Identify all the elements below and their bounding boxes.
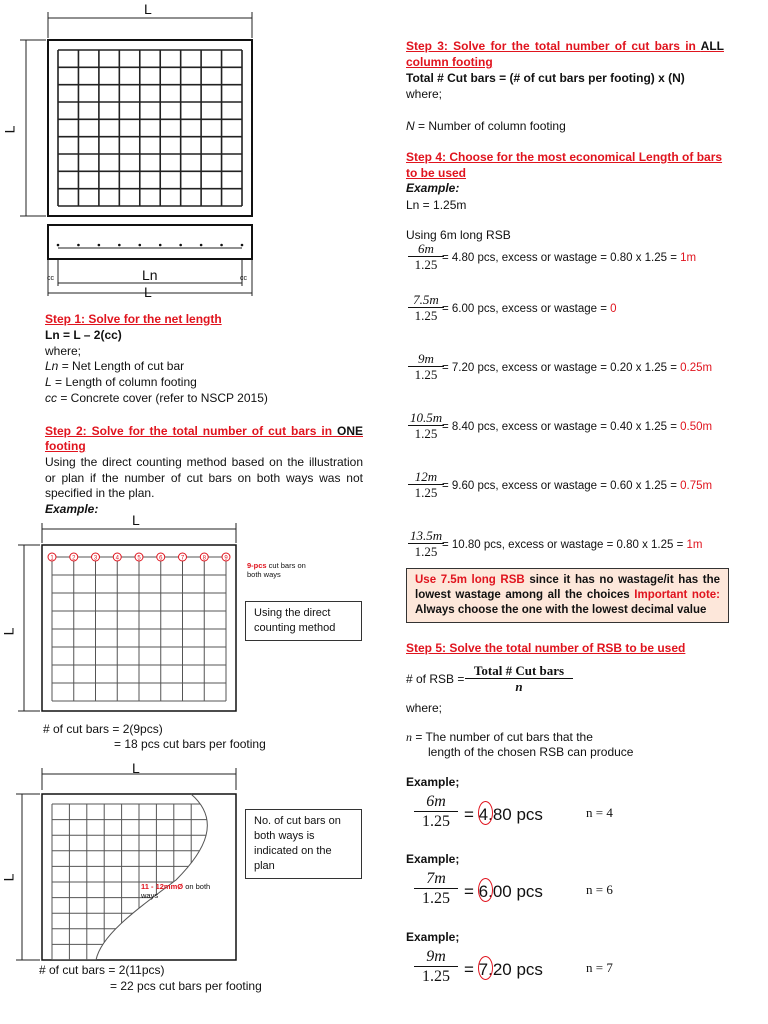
- rsb-wastage-result: [442, 302, 617, 316]
- fraction-denominator: 1.25: [422, 890, 450, 907]
- rsb-length-fraction: [408, 292, 444, 323]
- fraction-numerator: 7.5m: [413, 292, 439, 307]
- wastage-value: 0: [610, 303, 617, 315]
- fraction-numerator: 9m: [418, 351, 434, 366]
- step5-formula-den: n: [515, 679, 523, 694]
- wastage-value: 0.75m: [680, 480, 713, 492]
- fig1-label-top: L: [144, 1, 152, 17]
- fig2-count-label: 7: [180, 555, 185, 562]
- step5-heading: Step 5: Solve the total number of RSB to be used: [406, 641, 686, 655]
- fig3-label-side: L: [0, 873, 17, 882]
- step1-where: where;: [45, 344, 82, 358]
- step2-body: Using the direct counting method based on the illustration or plan if the number of cut bars on both ways was not specified in the plan.: [45, 455, 363, 500]
- footing-plan-figure: [8, 1, 278, 304]
- wastage-value: 0.25m: [680, 362, 713, 374]
- fig2-count-label: 6: [159, 555, 163, 562]
- fig2-count-label: 2: [72, 555, 76, 562]
- rsb-length-fraction: [408, 469, 444, 500]
- step5-example-n-value: n = 6: [586, 882, 613, 897]
- step3-def-n: N = Number of column footing: [406, 119, 566, 133]
- fig1-section-dot: [200, 244, 203, 247]
- fraction-denominator: 1.25: [414, 544, 438, 559]
- step5-formula-fraction: [465, 663, 573, 694]
- direct-count-figure: [8, 512, 248, 720]
- step2-heading: Step 2: Solve for the total number of cut bars in ONE: [45, 424, 363, 438]
- fig1-cc-left: cc: [47, 275, 54, 282]
- fig3-result-line1: # of cut bars = 2(11pcs): [39, 963, 165, 977]
- step5-example-label: Example;: [406, 775, 460, 789]
- fig2-result-line2: = 18 pcs cut bars per footing: [114, 737, 266, 751]
- step1-def-l: L = Length of column footing: [45, 375, 197, 389]
- wastage-text: = 9.60 pcs, excess or wastage = 0.60 x 1.25 =: [442, 480, 681, 492]
- result-whole-digit: 6: [478, 882, 489, 901]
- step5-example-fraction: [414, 947, 458, 986]
- step5-lhs: # of RSB =: [406, 672, 465, 686]
- fraction-denominator: 1.25: [414, 257, 438, 272]
- fig1-section-dot: [241, 244, 244, 247]
- fig2-label-top: L: [132, 512, 140, 528]
- fig1-label-l-bottom: L: [144, 284, 152, 300]
- fig1-section-dot: [57, 244, 60, 247]
- step5-formula-num: Total # Cut bars: [473, 663, 565, 678]
- result-decimal: .20 pcs: [488, 960, 543, 979]
- result-equals: =: [464, 960, 479, 979]
- fraction-denominator: 1.25: [422, 813, 450, 830]
- step5-def-n: n = The number of cut bars that the: [406, 730, 593, 744]
- step5-example-n-value: n = 4: [586, 805, 613, 820]
- step5-example-result: [464, 805, 543, 825]
- fig3-label-top: L: [132, 760, 140, 776]
- fig1-label-ln: Ln: [142, 267, 158, 283]
- step3-formula: Total # Cut bars = (# of cut bars per footing) x (N): [406, 71, 685, 85]
- fig2-result-line1: # of cut bars = 2(9pcs): [43, 722, 163, 736]
- fraction-denominator: 1.25: [414, 485, 438, 500]
- fraction-denominator: 1.25: [422, 968, 450, 985]
- fig2-count-label: 1: [50, 555, 54, 562]
- rsb-length-fraction: [408, 528, 444, 559]
- rsb-wastage-result: [442, 420, 712, 434]
- fig2-count-label: 3: [93, 555, 98, 562]
- fraction-denominator: 1.25: [414, 426, 438, 441]
- step4-ln: Ln = 1.25m: [406, 198, 467, 212]
- rsb-length-fraction: [408, 410, 444, 441]
- fig2-count-annotation: 9-pcs cut bars on both ways: [247, 561, 306, 579]
- rsb-wastage-result: [442, 251, 696, 265]
- result-decimal: .00 pcs: [488, 882, 543, 901]
- step5-example-label: Example;: [406, 930, 460, 944]
- fraction-numerator: 10.5m: [409, 410, 443, 425]
- step5-example-fraction: [414, 869, 458, 908]
- step4-conclusion-callout: Use 7.5m long RSB since it has no wastage/it has the lowest wastage among all the choices Important note: Always choose the one with the lowest decimal value: [406, 568, 729, 623]
- fraction-numerator: 13.5m: [409, 528, 443, 543]
- fraction-numerator: 6m: [418, 241, 434, 256]
- wastage-value: 1m: [686, 539, 703, 551]
- fig1-section-dot: [98, 244, 101, 247]
- step2-heading-cont: footing: [45, 439, 86, 453]
- step3-where: where;: [406, 87, 443, 101]
- whole-number-highlight-circle: [478, 956, 493, 980]
- wastage-value: 1m: [680, 252, 697, 264]
- fig1-section-dot: [118, 244, 121, 247]
- fig2-count-label: 5: [137, 555, 141, 562]
- rsb-length-fraction: [408, 241, 444, 272]
- whole-number-highlight-circle: [478, 801, 493, 825]
- fig2-method-box: Using the direct counting method: [245, 601, 362, 641]
- wastage-text: = 6.00 pcs, excess or wastage =: [442, 303, 611, 315]
- fig1-section-dot: [138, 244, 141, 247]
- step3-heading-cont: column footing: [406, 55, 493, 69]
- wastage-text: = 10.80 pcs, excess or wastage = 0.80 x 1.25 =: [442, 539, 687, 551]
- step5-example-n-value: n = 7: [586, 960, 613, 975]
- step2-example: Example:: [45, 502, 99, 516]
- fig2-count-label: 8: [202, 555, 206, 562]
- result-whole-digit: 7: [478, 960, 489, 979]
- fraction-numerator: 12m: [414, 469, 438, 484]
- fig3-result-line2: = 22 pcs cut bars per footing: [110, 979, 262, 993]
- step5-where: where;: [406, 701, 443, 715]
- step1-def-cc: cc = Concrete cover (refer to NSCP 2015): [45, 391, 268, 405]
- step5-example-result: [464, 882, 543, 902]
- result-decimal: .80 pcs: [488, 805, 543, 824]
- step4-example: Example:: [406, 181, 460, 195]
- fig2-count-label: 9: [224, 555, 228, 562]
- wastage-text: = 8.40 pcs, excess or wastage = 0.40 x 1.25 =: [442, 421, 681, 433]
- fig1-cc-right: cc: [240, 275, 247, 282]
- fig1-section-dot: [220, 244, 223, 247]
- step1-def-ln: Ln = Net Length of cut bar: [45, 359, 185, 373]
- fig2-label-side: L: [0, 627, 17, 636]
- fraction-denominator: 1.25: [414, 367, 438, 382]
- step1-heading: Step 1: Solve for the net length: [45, 312, 222, 326]
- step4-using: Using 6m long RSB: [406, 228, 511, 242]
- result-equals: =: [464, 805, 479, 824]
- step5-example-result: [464, 960, 543, 980]
- fig1-section-dot: [159, 244, 162, 247]
- step4-heading: Step 4: Choose for the most economical Length of bars: [406, 150, 723, 164]
- wastage-value: 0.50m: [680, 421, 713, 433]
- rsb-wastage-result: [442, 538, 703, 552]
- step5-example-fraction: [414, 792, 458, 831]
- rsb-length-fraction: [408, 351, 444, 382]
- step5-example-label: Example;: [406, 852, 460, 866]
- fraction-numerator: 6m: [426, 793, 446, 810]
- wastage-text: = 7.20 pcs, excess or wastage = 0.20 x 1.25 =: [442, 362, 681, 374]
- step3-heading: Step 3: Solve for the total number of cut bars in ALL: [406, 39, 724, 53]
- rsb-wastage-result: [442, 361, 712, 375]
- fig1-section-dot: [77, 244, 80, 247]
- result-equals: =: [464, 882, 479, 901]
- fig3-bar-annotation: 11 - 12mmØ on both ways: [141, 882, 211, 900]
- step4-heading-cont: to be used: [406, 166, 467, 180]
- fig1-label-side: L: [1, 125, 18, 134]
- fig3-note-box: No. of cut bars on both ways is indicated on the plan: [245, 809, 362, 879]
- wastage-text: = 4.80 pcs, excess or wastage = 0.80 x 1.25 =: [442, 252, 681, 264]
- step1-formula: Ln = L – 2(cc): [45, 328, 122, 342]
- plan-indicated-figure: [6, 760, 246, 965]
- result-whole-digit: 4: [478, 805, 489, 824]
- fraction-numerator: 9m: [426, 948, 446, 965]
- fraction-denominator: 1.25: [414, 308, 438, 323]
- fraction-numerator: 7m: [426, 870, 446, 887]
- fig2-count-label: 4: [115, 555, 119, 562]
- step5-def-n-cont: length of the chosen RSB can produce: [428, 745, 634, 759]
- whole-number-highlight-circle: [478, 878, 493, 902]
- rsb-wastage-result: [442, 479, 712, 493]
- fig1-section-dot: [179, 244, 182, 247]
